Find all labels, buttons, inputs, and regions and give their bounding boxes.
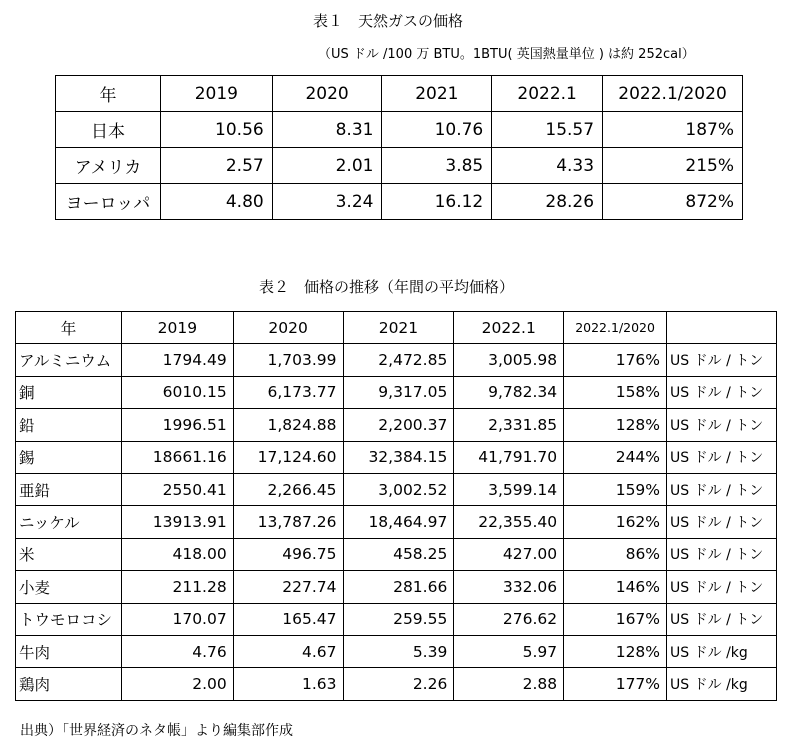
table-row xyxy=(16,473,777,505)
value-cell: 5.97 xyxy=(454,635,564,667)
value-cell: 2,472.85 xyxy=(343,344,454,376)
value-cell: 3,005.98 xyxy=(454,344,564,376)
header-year: 年 xyxy=(56,76,161,112)
value-cell: 3.85 xyxy=(382,148,492,184)
table-row xyxy=(56,184,743,220)
header-2020: 2020 xyxy=(272,76,382,112)
table-row xyxy=(16,571,777,603)
row-label: 鶏肉 xyxy=(16,668,122,700)
value-cell: 2,331.85 xyxy=(454,409,564,441)
value-cell: 458.25 xyxy=(343,538,454,570)
unit-cell: US ドル / トン xyxy=(667,571,777,603)
value-cell: 5.39 xyxy=(343,635,454,667)
header-2019: 2019 xyxy=(121,312,233,344)
value-cell: 2550.41 xyxy=(121,473,233,505)
value-cell: 1.63 xyxy=(233,668,343,700)
unit-cell: US ドル / トン xyxy=(667,506,777,538)
value-cell: 177% xyxy=(564,668,667,700)
table1-title: 表１ 天然ガスの価格 xyxy=(313,12,464,30)
value-cell: 18661.16 xyxy=(121,441,233,473)
value-cell: 6,173.77 xyxy=(233,376,343,408)
value-cell: 28.26 xyxy=(492,184,603,220)
value-cell: 165.47 xyxy=(233,603,343,635)
value-cell: 496.75 xyxy=(233,538,343,570)
value-cell: 4.67 xyxy=(233,635,343,667)
value-cell: 2,200.37 xyxy=(343,409,454,441)
natural-gas-price-table xyxy=(55,75,743,220)
value-cell: 281.66 xyxy=(343,571,454,603)
value-cell: 227.74 xyxy=(233,571,343,603)
row-label: ニッケル xyxy=(16,506,122,538)
value-cell: 187% xyxy=(603,112,743,148)
value-cell: 159% xyxy=(564,473,667,505)
value-cell: 158% xyxy=(564,376,667,408)
row-label: 銅 xyxy=(16,376,122,408)
row-label: アメリカ xyxy=(56,148,161,184)
value-cell: 16.12 xyxy=(382,184,492,220)
commodity-price-table xyxy=(15,311,777,701)
unit-cell: US ドル /kg xyxy=(667,668,777,700)
table-row xyxy=(16,441,777,473)
row-label: 米 xyxy=(16,538,122,570)
value-cell: 3,599.14 xyxy=(454,473,564,505)
table1-unit-note: （US ドル /100 万 BTU。1BTU( 英国熱量単位 ) は約 252cal） xyxy=(318,47,695,62)
value-cell: 86% xyxy=(564,538,667,570)
row-label: 錫 xyxy=(16,441,122,473)
value-cell: 276.62 xyxy=(454,603,564,635)
row-label: 牛肉 xyxy=(16,635,122,667)
table-header-row xyxy=(56,76,743,112)
value-cell: 3,002.52 xyxy=(343,473,454,505)
value-cell: 10.76 xyxy=(382,112,492,148)
header-unit xyxy=(667,312,777,344)
row-label: アルミニウム xyxy=(16,344,122,376)
value-cell: 872% xyxy=(603,184,743,220)
value-cell: 259.55 xyxy=(343,603,454,635)
value-cell: 9,317.05 xyxy=(343,376,454,408)
value-cell: 2.00 xyxy=(121,668,233,700)
value-cell: 4.76 xyxy=(121,635,233,667)
value-cell: 128% xyxy=(564,409,667,441)
row-label: 小麦 xyxy=(16,571,122,603)
unit-cell: US ドル /kg xyxy=(667,635,777,667)
value-cell: 418.00 xyxy=(121,538,233,570)
table-row xyxy=(16,538,777,570)
value-cell: 4.33 xyxy=(492,148,603,184)
header-ratio: 2022.1/2020 xyxy=(564,312,667,344)
value-cell: 1,824.88 xyxy=(233,409,343,441)
value-cell: 2.01 xyxy=(272,148,382,184)
value-cell: 15.57 xyxy=(492,112,603,148)
row-label: トウモロコシ xyxy=(16,603,122,635)
value-cell: 13,787.26 xyxy=(233,506,343,538)
value-cell: 146% xyxy=(564,571,667,603)
value-cell: 427.00 xyxy=(454,538,564,570)
source-note: 出典）「世界経済のネタ帳」より編集部作成 xyxy=(20,723,293,739)
table-header-row xyxy=(16,312,777,344)
header-2022-1: 2022.1 xyxy=(492,76,603,112)
header-2019: 2019 xyxy=(160,76,272,112)
table-row xyxy=(56,148,743,184)
value-cell: 6010.15 xyxy=(121,376,233,408)
value-cell: 215% xyxy=(603,148,743,184)
row-label: 日本 xyxy=(56,112,161,148)
table-row xyxy=(16,603,777,635)
value-cell: 9,782.34 xyxy=(454,376,564,408)
value-cell: 1794.49 xyxy=(121,344,233,376)
unit-cell: US ドル / トン xyxy=(667,344,777,376)
value-cell: 2.26 xyxy=(343,668,454,700)
table-row xyxy=(16,409,777,441)
row-label: ヨーロッパ xyxy=(56,184,161,220)
header-ratio: 2022.1/2020 xyxy=(603,76,743,112)
value-cell: 3.24 xyxy=(272,184,382,220)
value-cell: 18,464.97 xyxy=(343,506,454,538)
header-2021: 2021 xyxy=(382,76,492,112)
value-cell: 167% xyxy=(564,603,667,635)
unit-cell: US ドル / トン xyxy=(667,376,777,408)
table2-title: 表２ 価格の推移（年間の平均価格） xyxy=(259,278,515,296)
value-cell: 1,703.99 xyxy=(233,344,343,376)
table-row xyxy=(16,506,777,538)
value-cell: 170.07 xyxy=(121,603,233,635)
value-cell: 2.57 xyxy=(160,148,272,184)
unit-cell: US ドル / トン xyxy=(667,473,777,505)
unit-cell: US ドル / トン xyxy=(667,603,777,635)
row-label: 鉛 xyxy=(16,409,122,441)
table-row xyxy=(16,376,777,408)
table-row xyxy=(16,668,777,700)
value-cell: 162% xyxy=(564,506,667,538)
header-year: 年 xyxy=(16,312,122,344)
value-cell: 22,355.40 xyxy=(454,506,564,538)
value-cell: 32,384.15 xyxy=(343,441,454,473)
row-label: 亜鉛 xyxy=(16,473,122,505)
table-row xyxy=(56,112,743,148)
value-cell: 8.31 xyxy=(272,112,382,148)
value-cell: 211.28 xyxy=(121,571,233,603)
unit-cell: US ドル / トン xyxy=(667,409,777,441)
value-cell: 13913.91 xyxy=(121,506,233,538)
value-cell: 2.88 xyxy=(454,668,564,700)
unit-cell: US ドル / トン xyxy=(667,538,777,570)
value-cell: 1996.51 xyxy=(121,409,233,441)
value-cell: 244% xyxy=(564,441,667,473)
header-2021: 2021 xyxy=(343,312,454,344)
value-cell: 4.80 xyxy=(160,184,272,220)
value-cell: 17,124.60 xyxy=(233,441,343,473)
value-cell: 41,791.70 xyxy=(454,441,564,473)
header-2022-1: 2022.1 xyxy=(454,312,564,344)
value-cell: 332.06 xyxy=(454,571,564,603)
value-cell: 128% xyxy=(564,635,667,667)
table-row xyxy=(16,635,777,667)
value-cell: 10.56 xyxy=(160,112,272,148)
value-cell: 176% xyxy=(564,344,667,376)
table-row xyxy=(16,344,777,376)
header-2020: 2020 xyxy=(233,312,343,344)
value-cell: 2,266.45 xyxy=(233,473,343,505)
unit-cell: US ドル / トン xyxy=(667,441,777,473)
